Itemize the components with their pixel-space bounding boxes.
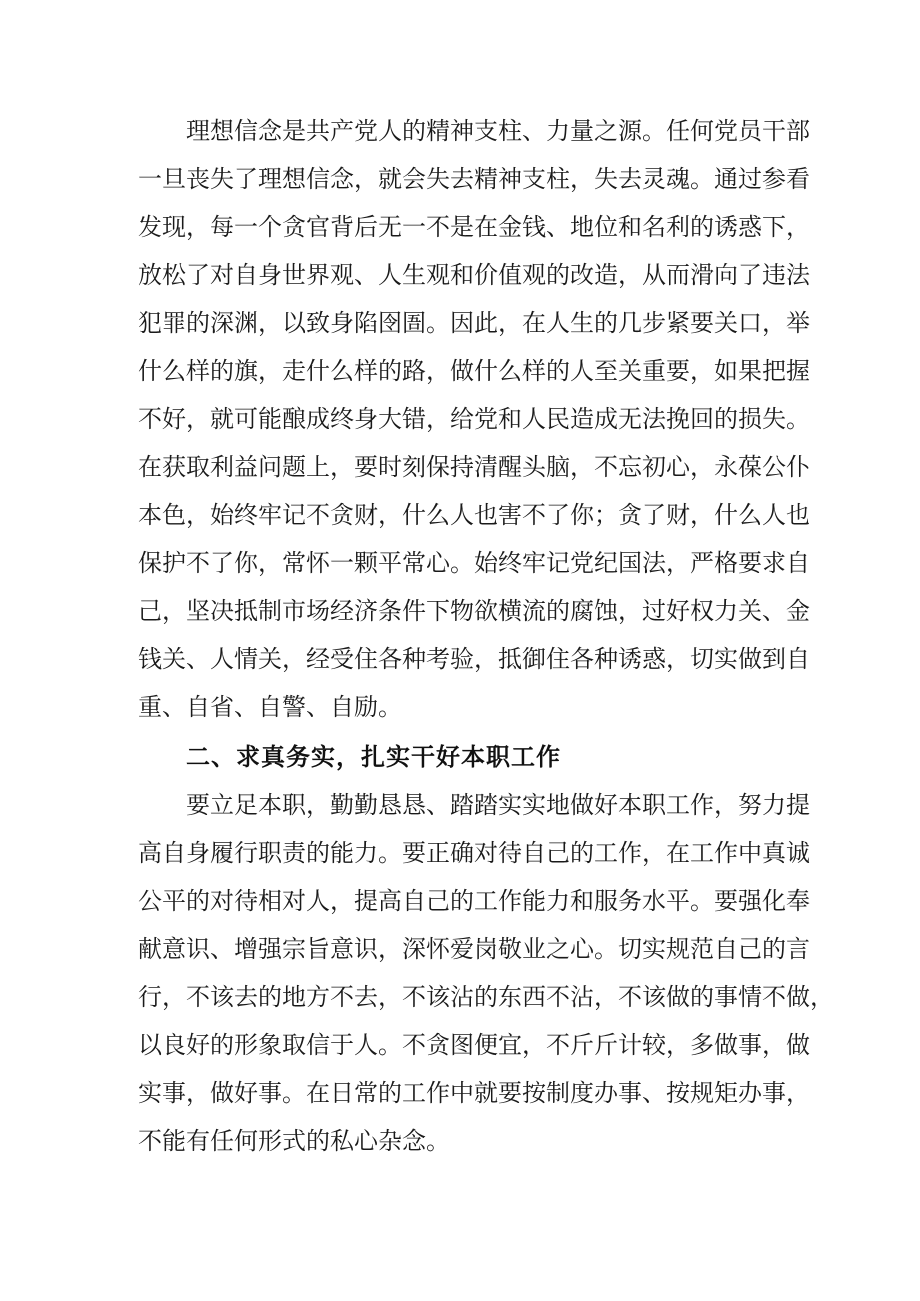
paragraph-1-line-11: 己，坚决抵制市场经济条件下物欲横流的腐蚀，过好权力关、金 [138,597,810,625]
paragraph-1-line-10: 保护不了你，常怀一颗平常心。始终牢记党纪国法，严格要求自 [138,549,810,577]
paragraph-1-line-3: 发现，每一个贪官背后无一不是在金钱、地位和名利的诱惑下， [138,213,810,241]
paragraph-1-line-5: 犯罪的深渊，以致身陷囹圄。因此，在人生的几步紧要关口，举 [138,309,810,337]
paragraph-2-line-7: 实事，做好事。在日常的工作中就要按制度办事、按规矩办事， [138,1079,810,1107]
section-heading: 二、求真务实，扎实干好本职工作 [186,743,561,771]
paragraph-1-line-1: 理想信念是共产党人的精神支柱、力量之源。任何党员干部 [186,117,810,145]
paragraph-2-line-4: 献意识、增强宗旨意识，深怀爱岗敬业之心。切实规范自己的言 [138,935,810,963]
paragraph-2-line-8: 不能有任何形式的私心杂念。 [138,1127,450,1155]
paragraph-2-line-1: 要立足本职，勤勤恳恳、踏踏实实地做好本职工作，努力提 [186,791,810,819]
paragraph-1-line-13: 重、自省、自警、自励。 [138,693,402,721]
paragraph-2-line-5: 行，不该去的地方不去，不该沾的东西不沾，不该做的事情不做， [138,983,834,1011]
paragraph-1-line-7: 不好，就可能酿成终身大错，给党和人民造成无法挽回的损失。 [138,405,810,433]
paragraph-1-line-8: 在获取利益问题上，要时刻保持清醒头脑，不忘初心，永葆公仆 [138,453,810,481]
paragraph-1-line-9: 本色，始终牢记不贪财，什么人也害不了你；贪了财，什么人也 [138,501,810,529]
paragraph-1-line-4: 放松了对自身世界观、人生观和价值观的改造，从而滑向了违法 [138,261,810,289]
paragraph-2-line-2: 高自身履行职责的能力。要正确对待自己的工作，在工作中真诚 [138,839,810,867]
paragraph-1-line-2: 一旦丧失了理想信念，就会失去精神支柱，失去灵魂。通过参看 [138,165,810,193]
paragraph-1-line-12: 钱关、人情关，经受住各种考验，抵御住各种诱惑，切实做到自 [138,645,810,673]
paragraph-2-line-6: 以良好的形象取信于人。不贪图便宜，不斤斤计较，多做事，做 [138,1031,810,1059]
paragraph-2-line-3: 公平的对待相对人，提高自己的工作能力和服务水平。要强化奉 [138,887,810,915]
paragraph-1-line-6: 什么样的旗，走什么样的路，做什么样的人至关重要，如果把握 [138,357,810,385]
